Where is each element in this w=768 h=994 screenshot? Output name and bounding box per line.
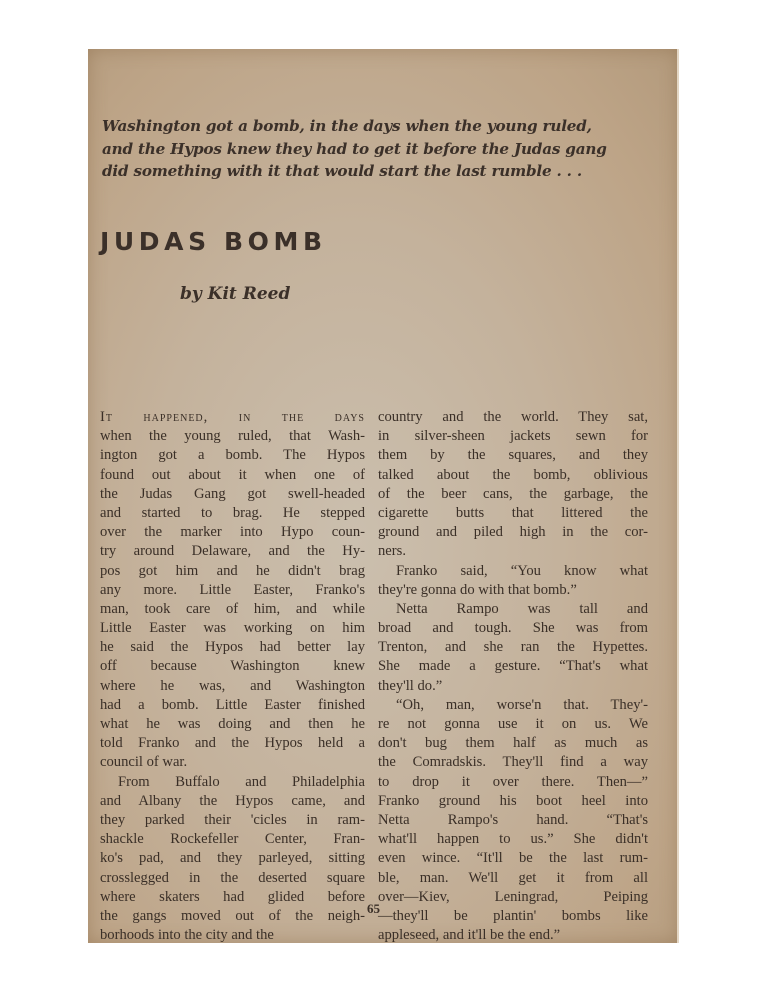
text-line: man, took care of him, and while bbox=[100, 600, 365, 617]
text-line: of the beer cans, the garbage, the bbox=[378, 485, 648, 502]
text-line: Franko ground his boot heel into bbox=[378, 792, 648, 809]
text-line: off because Washington knew bbox=[100, 658, 365, 675]
page-number: 65 bbox=[367, 901, 380, 916]
text-line: country and the world. They sat, bbox=[378, 409, 648, 425]
text-line: they'll do.” bbox=[378, 677, 443, 694]
text-line: pos got him and he didn't brag bbox=[100, 562, 365, 579]
text-line: try around Delaware, and the Hy- bbox=[100, 543, 365, 560]
text-line: what he was doing and then he bbox=[100, 716, 365, 732]
text-line: Netta Rampo's hand. “That's bbox=[378, 811, 648, 828]
text-line: they parked their 'cicles in ram- bbox=[100, 811, 365, 828]
text-line: had a bomb. Little Easter finished bbox=[100, 696, 365, 713]
text-line: ko's pad, and they parleyed, sitting bbox=[100, 850, 365, 867]
blurb-line: did something with it that would start the last rumble . . . bbox=[102, 162, 582, 180]
text-line: Little Easter was working on him bbox=[100, 620, 365, 637]
text-line: the Judas Gang got swell-headed bbox=[100, 485, 365, 502]
text-line: they're gonna do with that bomb.” bbox=[378, 581, 577, 598]
text-line: From Buffalo and Philadelphia bbox=[118, 773, 365, 790]
left-column bbox=[100, 408, 365, 945]
text-line: found out about it when one of bbox=[100, 466, 365, 483]
left-column-lines bbox=[100, 427, 365, 945]
text-line: over the marker into Hypo coun- bbox=[100, 524, 365, 541]
text-line: borhoods into the city and the bbox=[100, 927, 274, 944]
text-line: ners. bbox=[378, 543, 406, 560]
text-line: re not gonna use it on us. We bbox=[378, 716, 648, 732]
text-line: the gangs moved out of the neigh- bbox=[100, 907, 365, 924]
text-line: Netta Rampo was tall and bbox=[396, 600, 648, 617]
story-byline: by Kit Reed bbox=[180, 284, 291, 304]
story-title: JUDAS BOMB bbox=[100, 227, 327, 256]
text-line: where skaters had glided before bbox=[100, 888, 365, 905]
text-line: where he was, and Washington bbox=[100, 677, 365, 694]
opening-line: It happened, in the days bbox=[100, 409, 365, 425]
text-line: any more. Little Easter, Franko's bbox=[100, 581, 365, 598]
book-page bbox=[88, 49, 679, 943]
text-line: appleseed, and it'll be the end.” bbox=[378, 927, 561, 944]
text-line: “Oh, man, worse'n that. They'- bbox=[396, 696, 648, 713]
text-line: in silver-sheen jackets sewn for bbox=[378, 428, 648, 445]
text-line: council of war. bbox=[100, 754, 188, 771]
text-line: over—Kiev, Leningrad, Peiping bbox=[378, 888, 648, 905]
right-column-lines bbox=[378, 408, 648, 945]
right-column bbox=[378, 408, 648, 945]
text-line: to drop it over there. Then—” bbox=[378, 773, 648, 790]
text-line: crosslegged in the deserted square bbox=[100, 869, 365, 886]
text-line: —they'll be plantin' bombs like bbox=[378, 907, 648, 924]
text-line: what'll happen to us.” She didn't bbox=[378, 831, 648, 848]
story-blurb bbox=[102, 115, 622, 183]
text-line: Trenton, and she ran the Hypettes. bbox=[378, 639, 648, 656]
text-line: told Franko and the Hypos held a bbox=[100, 735, 365, 752]
text-line: and Albany the Hypos came, and bbox=[100, 792, 365, 809]
blurb-line: and the Hypos knew they had to get it before the Judas gang bbox=[102, 139, 607, 158]
text-line: even wince. “It'll be the last rum- bbox=[378, 850, 648, 867]
text-line: cigarette butts that littered the bbox=[378, 504, 648, 521]
text-line: broad and tough. She was from bbox=[378, 620, 648, 637]
text-line: Franko said, “You know what bbox=[396, 562, 648, 579]
blurb-line: Washington got a bomb, in the days when the young ruled, bbox=[102, 117, 592, 135]
text-line: ington got a bomb. The Hypos bbox=[100, 447, 365, 464]
text-line: when the young ruled, that Wash- bbox=[100, 428, 365, 445]
text-line: them by the squares, and they bbox=[378, 447, 648, 464]
text-line: and started to brag. He stepped bbox=[100, 504, 365, 521]
text-line: talked about the bomb, oblivious bbox=[378, 466, 648, 483]
text-line: ble, man. We'll get it from all bbox=[378, 869, 648, 886]
text-line: don't bug them half as much as bbox=[378, 735, 648, 752]
text-line: She made a gesture. “That's what bbox=[378, 658, 648, 675]
text-line: shackle Rockefeller Center, Fran- bbox=[100, 831, 365, 848]
text-line: he said the Hypos had better lay bbox=[100, 639, 365, 656]
text-line: the Comradskis. They'll find a way bbox=[378, 754, 648, 771]
text-line: ground and piled high in the cor- bbox=[378, 524, 648, 541]
